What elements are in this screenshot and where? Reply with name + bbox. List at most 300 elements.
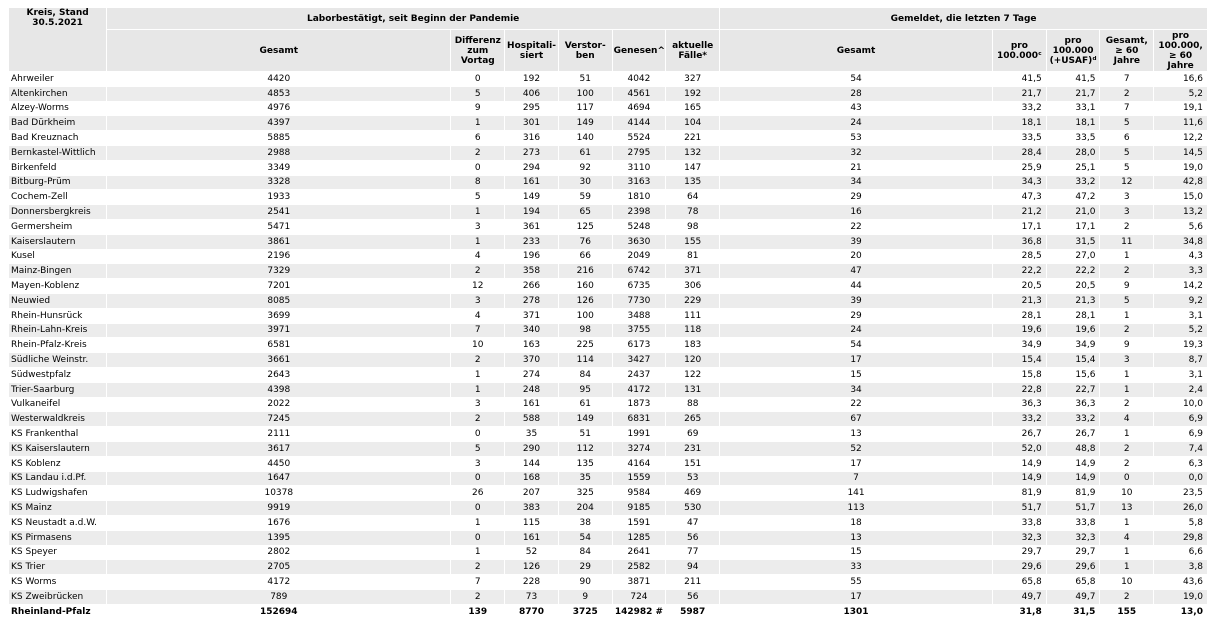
header-group-gemeldet-7-tage: Gemeldet, die letzten 7 Tage bbox=[720, 8, 1207, 29]
header-week-gesamt: Gesamt bbox=[720, 30, 992, 71]
table-row bbox=[9, 161, 1207, 175]
cell-verst: 216 bbox=[559, 264, 612, 278]
cell-diff: 2 bbox=[451, 412, 504, 426]
cell-diff: 5 bbox=[451, 190, 504, 204]
table-row bbox=[9, 116, 1207, 130]
cell-genesen: 2795 bbox=[613, 146, 666, 160]
cell-w-gesamt: 141 bbox=[720, 486, 992, 500]
cell-hosp: 290 bbox=[505, 442, 558, 456]
cell-genesen: 6173 bbox=[613, 338, 666, 352]
table-row bbox=[9, 324, 1207, 338]
cell-gesamt: 2541 bbox=[107, 205, 450, 219]
cell-w-pro-usaf: 27,0 bbox=[1047, 250, 1100, 264]
cell-w-pro-usaf: 14,9 bbox=[1047, 472, 1100, 486]
cell-w-pro60: 34,8 bbox=[1154, 235, 1207, 249]
cell-gesamt: 3617 bbox=[107, 442, 450, 456]
cell-diff: 0 bbox=[451, 72, 504, 86]
cell-w-pro: 47,3 bbox=[993, 190, 1046, 204]
cell-verst: 84 bbox=[559, 546, 612, 560]
cell-genesen: 9185 bbox=[613, 501, 666, 515]
cell-w-60: 7 bbox=[1100, 72, 1153, 86]
cell-w-gesamt: 22 bbox=[720, 398, 992, 412]
cell-w-60: 1 bbox=[1100, 516, 1153, 530]
header-group-laborbestaetigt: Laborbestätigt, seit Beginn der Pandemie bbox=[107, 8, 719, 29]
cell-w-pro-usaf: 28,1 bbox=[1047, 309, 1100, 323]
cell-genesen: 6742 bbox=[613, 264, 666, 278]
cell-aktuell: 69 bbox=[666, 427, 719, 441]
cell-gesamt: 3699 bbox=[107, 309, 450, 323]
total-w-60: 155 bbox=[1100, 605, 1153, 619]
cell-w-pro: 33,2 bbox=[993, 412, 1046, 426]
cell-diff: 0 bbox=[451, 427, 504, 441]
cell-gesamt: 1647 bbox=[107, 472, 450, 486]
cell-genesen: 4144 bbox=[613, 116, 666, 130]
cell-w-pro: 21,7 bbox=[993, 87, 1046, 101]
cell-aktuell: 56 bbox=[666, 531, 719, 545]
cell-w-60: 13 bbox=[1100, 501, 1153, 515]
cell-w-60: 3 bbox=[1100, 190, 1153, 204]
cell-aktuell: 135 bbox=[666, 176, 719, 190]
cell-genesen: 6831 bbox=[613, 412, 666, 426]
cell-gesamt: 2196 bbox=[107, 250, 450, 264]
cell-w-pro60: 3,1 bbox=[1154, 309, 1207, 323]
cell-w-gesamt: 13 bbox=[720, 427, 992, 441]
cell-w-60: 5 bbox=[1100, 161, 1153, 175]
cell-hosp: 196 bbox=[505, 250, 558, 264]
cell-w-60: 1 bbox=[1100, 560, 1153, 574]
table-row bbox=[9, 383, 1207, 397]
cell-aktuell: 78 bbox=[666, 205, 719, 219]
cell-kreis: KS Neustadt a.d.W. bbox=[9, 516, 106, 530]
cell-kreis: Südliche Weinstr. bbox=[9, 353, 106, 367]
cell-kreis: Kusel bbox=[9, 250, 106, 264]
table-row bbox=[9, 398, 1207, 412]
cell-w-gesamt: 17 bbox=[720, 590, 992, 604]
cell-w-60: 1 bbox=[1100, 250, 1153, 264]
cell-aktuell: 183 bbox=[666, 338, 719, 352]
cell-genesen: 5248 bbox=[613, 220, 666, 234]
cell-gesamt: 9919 bbox=[107, 501, 450, 515]
cell-gesamt: 4420 bbox=[107, 72, 450, 86]
cell-verst: 160 bbox=[559, 279, 612, 293]
cell-aktuell: 77 bbox=[666, 546, 719, 560]
table-row bbox=[9, 472, 1207, 486]
table-row bbox=[9, 309, 1207, 323]
cell-hosp: 233 bbox=[505, 235, 558, 249]
cell-genesen: 3427 bbox=[613, 353, 666, 367]
total-verst: 3725 bbox=[559, 605, 612, 619]
cell-gesamt: 4853 bbox=[107, 87, 450, 101]
cell-kreis: Neuwied bbox=[9, 294, 106, 308]
cell-w-pro-usaf: 21,0 bbox=[1047, 205, 1100, 219]
cell-diff: 2 bbox=[451, 146, 504, 160]
table-row bbox=[9, 427, 1207, 441]
cell-genesen: 3871 bbox=[613, 575, 666, 589]
cell-w-gesamt: 7 bbox=[720, 472, 992, 486]
cell-w-pro: 49,7 bbox=[993, 590, 1046, 604]
cell-w-pro-usaf: 41,5 bbox=[1047, 72, 1100, 86]
cell-aktuell: 47 bbox=[666, 516, 719, 530]
table-row bbox=[9, 516, 1207, 530]
cell-diff: 1 bbox=[451, 116, 504, 130]
cell-verst: 84 bbox=[559, 368, 612, 382]
cell-gesamt: 2643 bbox=[107, 368, 450, 382]
cell-genesen: 3755 bbox=[613, 324, 666, 338]
cell-w-pro60: 5,2 bbox=[1154, 87, 1207, 101]
cell-w-gesamt: 32 bbox=[720, 146, 992, 160]
table-row bbox=[9, 560, 1207, 574]
cell-w-pro-usaf: 31,5 bbox=[1047, 235, 1100, 249]
cell-kreis: Bernkastel-Wittlich bbox=[9, 146, 106, 160]
cell-gesamt: 2022 bbox=[107, 398, 450, 412]
cell-w-pro-usaf: 17,1 bbox=[1047, 220, 1100, 234]
cell-kreis: Westerwaldkreis bbox=[9, 412, 106, 426]
cell-w-pro60: 13,2 bbox=[1154, 205, 1207, 219]
cell-verst: 54 bbox=[559, 531, 612, 545]
cell-w-pro-usaf: 29,7 bbox=[1047, 546, 1100, 560]
cell-aktuell: 151 bbox=[666, 457, 719, 471]
cell-verst: 149 bbox=[559, 412, 612, 426]
cell-hosp: 406 bbox=[505, 87, 558, 101]
cell-w-gesamt: 34 bbox=[720, 176, 992, 190]
cell-w-gesamt: 67 bbox=[720, 412, 992, 426]
cell-genesen: 7730 bbox=[613, 294, 666, 308]
cell-w-60: 1 bbox=[1100, 427, 1153, 441]
cell-hosp: 278 bbox=[505, 294, 558, 308]
cell-aktuell: 53 bbox=[666, 472, 719, 486]
cell-w-gesamt: 44 bbox=[720, 279, 992, 293]
cell-genesen: 9584 bbox=[613, 486, 666, 500]
cell-genesen: 6735 bbox=[613, 279, 666, 293]
cell-genesen: 4042 bbox=[613, 72, 666, 86]
cell-w-pro60: 7,4 bbox=[1154, 442, 1207, 456]
cell-w-pro-usaf: 51,7 bbox=[1047, 501, 1100, 515]
cell-w-gesamt: 34 bbox=[720, 383, 992, 397]
cell-w-60: 10 bbox=[1100, 575, 1153, 589]
cell-genesen: 2582 bbox=[613, 560, 666, 574]
cell-w-pro: 26,7 bbox=[993, 427, 1046, 441]
header-week-pro-100000-usaf: pro 100.000 (+USAF)ᵈ bbox=[1047, 30, 1100, 71]
cell-genesen: 3630 bbox=[613, 235, 666, 249]
cell-w-pro60: 3,1 bbox=[1154, 368, 1207, 382]
cell-w-pro: 17,1 bbox=[993, 220, 1046, 234]
cell-genesen: 4561 bbox=[613, 87, 666, 101]
cell-w-gesamt: 17 bbox=[720, 353, 992, 367]
header-week-pro-100000-60: pro 100.000, ≥ 60 Jahre bbox=[1154, 30, 1207, 71]
cell-verst: 38 bbox=[559, 516, 612, 530]
cell-w-pro60: 15,0 bbox=[1154, 190, 1207, 204]
cell-kreis: Altenkirchen bbox=[9, 87, 106, 101]
cell-w-pro60: 5,8 bbox=[1154, 516, 1207, 530]
cell-aktuell: 155 bbox=[666, 235, 719, 249]
cell-w-gesamt: 33 bbox=[720, 560, 992, 574]
cell-w-pro-usaf: 22,2 bbox=[1047, 264, 1100, 278]
cell-w-gesamt: 16 bbox=[720, 205, 992, 219]
cell-diff: 7 bbox=[451, 324, 504, 338]
cell-w-pro60: 5,2 bbox=[1154, 324, 1207, 338]
cell-w-pro60: 14,5 bbox=[1154, 146, 1207, 160]
table-row bbox=[9, 250, 1207, 264]
cell-hosp: 301 bbox=[505, 116, 558, 130]
cell-diff: 6 bbox=[451, 131, 504, 145]
total-w-gesamt: 1301 bbox=[720, 605, 992, 619]
cell-w-pro60: 19,3 bbox=[1154, 338, 1207, 352]
cell-verst: 135 bbox=[559, 457, 612, 471]
cell-w-60: 1 bbox=[1100, 546, 1153, 560]
header-kreis-stand bbox=[9, 8, 106, 71]
cell-w-pro: 28,1 bbox=[993, 309, 1046, 323]
cell-hosp: 115 bbox=[505, 516, 558, 530]
cell-w-pro-usaf: 48,8 bbox=[1047, 442, 1100, 456]
cell-diff: 0 bbox=[451, 501, 504, 515]
cell-hosp: 273 bbox=[505, 146, 558, 160]
cell-w-60: 2 bbox=[1100, 264, 1153, 278]
cell-hosp: 163 bbox=[505, 338, 558, 352]
cell-genesen: 3488 bbox=[613, 309, 666, 323]
cell-kreis: Cochem-Zell bbox=[9, 190, 106, 204]
cell-w-pro: 15,4 bbox=[993, 353, 1046, 367]
covid-district-table bbox=[8, 7, 1208, 619]
cell-gesamt: 5471 bbox=[107, 220, 450, 234]
cell-w-pro60: 26,0 bbox=[1154, 501, 1207, 515]
table-row bbox=[9, 264, 1207, 278]
cell-verst: 65 bbox=[559, 205, 612, 219]
cell-w-pro: 65,8 bbox=[993, 575, 1046, 589]
cell-diff: 1 bbox=[451, 205, 504, 219]
cell-w-pro: 25,9 bbox=[993, 161, 1046, 175]
cell-gesamt: 4976 bbox=[107, 102, 450, 116]
cell-w-pro-usaf: 19,6 bbox=[1047, 324, 1100, 338]
cell-verst: 140 bbox=[559, 131, 612, 145]
table-row bbox=[9, 190, 1207, 204]
cell-w-pro-usaf: 81,9 bbox=[1047, 486, 1100, 500]
cell-genesen: 3274 bbox=[613, 442, 666, 456]
cell-w-pro60: 16,6 bbox=[1154, 72, 1207, 86]
cell-gesamt: 7245 bbox=[107, 412, 450, 426]
cell-w-60: 2 bbox=[1100, 87, 1153, 101]
cell-aktuell: 147 bbox=[666, 161, 719, 175]
cell-aktuell: 192 bbox=[666, 87, 719, 101]
cell-w-pro: 14,9 bbox=[993, 457, 1046, 471]
cell-diff: 0 bbox=[451, 472, 504, 486]
cell-diff: 12 bbox=[451, 279, 504, 293]
table-row bbox=[9, 368, 1207, 382]
header-kreis-line2: 30.5.2021 bbox=[32, 18, 83, 28]
table-row bbox=[9, 131, 1207, 145]
cell-diff: 2 bbox=[451, 590, 504, 604]
cell-verst: 61 bbox=[559, 398, 612, 412]
cell-kreis: KS Mainz bbox=[9, 501, 106, 515]
cell-verst: 114 bbox=[559, 353, 612, 367]
cell-w-pro60: 42,8 bbox=[1154, 176, 1207, 190]
table-row bbox=[9, 442, 1207, 456]
cell-hosp: 52 bbox=[505, 546, 558, 560]
cell-verst: 30 bbox=[559, 176, 612, 190]
cell-genesen: 4172 bbox=[613, 383, 666, 397]
cell-w-pro: 20,5 bbox=[993, 279, 1046, 293]
cell-w-pro60: 0,0 bbox=[1154, 472, 1207, 486]
cell-verst: 61 bbox=[559, 146, 612, 160]
cell-verst: 66 bbox=[559, 250, 612, 264]
cell-w-pro60: 12,2 bbox=[1154, 131, 1207, 145]
cell-kreis: Trier-Saarburg bbox=[9, 383, 106, 397]
cell-w-pro: 28,4 bbox=[993, 146, 1046, 160]
cell-w-pro-usaf: 36,3 bbox=[1047, 398, 1100, 412]
cell-kreis: Birkenfeld bbox=[9, 161, 106, 175]
cell-genesen: 3110 bbox=[613, 161, 666, 175]
cell-w-60: 4 bbox=[1100, 412, 1153, 426]
cell-w-pro-usaf: 28,0 bbox=[1047, 146, 1100, 160]
cell-diff: 4 bbox=[451, 309, 504, 323]
cell-w-60: 2 bbox=[1100, 324, 1153, 338]
table-row bbox=[9, 412, 1207, 426]
table-row bbox=[9, 338, 1207, 352]
cell-w-pro60: 10,0 bbox=[1154, 398, 1207, 412]
cell-aktuell: 98 bbox=[666, 220, 719, 234]
header-week-gesamt-60: Gesamt, ≥ 60 Jahre bbox=[1100, 30, 1153, 71]
cell-gesamt: 1933 bbox=[107, 190, 450, 204]
header-gesamt: Gesamt bbox=[107, 30, 450, 71]
header-genesen: Genesen^ bbox=[613, 30, 666, 71]
cell-diff: 9 bbox=[451, 102, 504, 116]
cell-w-pro60: 5,6 bbox=[1154, 220, 1207, 234]
cell-verst: 35 bbox=[559, 472, 612, 486]
total-w-pro-usaf: 31,5 bbox=[1047, 605, 1100, 619]
table-row bbox=[9, 102, 1207, 116]
cell-kreis: Donnersbergkreis bbox=[9, 205, 106, 219]
cell-genesen: 1873 bbox=[613, 398, 666, 412]
cell-kreis: Alzey-Worms bbox=[9, 102, 106, 116]
cell-w-pro: 29,6 bbox=[993, 560, 1046, 574]
cell-w-gesamt: 21 bbox=[720, 161, 992, 175]
cell-genesen: 5524 bbox=[613, 131, 666, 145]
cell-gesamt: 2802 bbox=[107, 546, 450, 560]
cell-w-gesamt: 22 bbox=[720, 220, 992, 234]
cell-w-pro: 33,5 bbox=[993, 131, 1046, 145]
cell-verst: 100 bbox=[559, 87, 612, 101]
cell-w-pro: 29,7 bbox=[993, 546, 1046, 560]
cell-w-60: 2 bbox=[1100, 398, 1153, 412]
cell-aktuell: 64 bbox=[666, 190, 719, 204]
cell-w-gesamt: 47 bbox=[720, 264, 992, 278]
cell-gesamt: 8085 bbox=[107, 294, 450, 308]
cell-w-pro: 32,3 bbox=[993, 531, 1046, 545]
cell-verst: 76 bbox=[559, 235, 612, 249]
cell-w-pro60: 3,3 bbox=[1154, 264, 1207, 278]
cell-w-gesamt: 24 bbox=[720, 324, 992, 338]
cell-hosp: 144 bbox=[505, 457, 558, 471]
cell-diff: 5 bbox=[451, 442, 504, 456]
cell-aktuell: 104 bbox=[666, 116, 719, 130]
header-hospitalisiert: Hospitali- siert bbox=[505, 30, 558, 71]
cell-aktuell: 111 bbox=[666, 309, 719, 323]
cell-aktuell: 88 bbox=[666, 398, 719, 412]
cell-gesamt: 4450 bbox=[107, 457, 450, 471]
cell-aktuell: 327 bbox=[666, 72, 719, 86]
cell-hosp: 266 bbox=[505, 279, 558, 293]
cell-w-pro: 14,9 bbox=[993, 472, 1046, 486]
cell-verst: 90 bbox=[559, 575, 612, 589]
cell-w-gesamt: 52 bbox=[720, 442, 992, 456]
cell-hosp: 295 bbox=[505, 102, 558, 116]
cell-w-60: 9 bbox=[1100, 338, 1153, 352]
cell-diff: 7 bbox=[451, 575, 504, 589]
cell-verst: 117 bbox=[559, 102, 612, 116]
cell-kreis: KS Landau i.d.Pf. bbox=[9, 472, 106, 486]
cell-diff: 1 bbox=[451, 383, 504, 397]
cell-hosp: 358 bbox=[505, 264, 558, 278]
cell-gesamt: 7329 bbox=[107, 264, 450, 278]
cell-w-pro60: 6,3 bbox=[1154, 457, 1207, 471]
table-row bbox=[9, 235, 1207, 249]
cell-diff: 10 bbox=[451, 338, 504, 352]
cell-aktuell: 221 bbox=[666, 131, 719, 145]
cell-verst: 59 bbox=[559, 190, 612, 204]
table-row bbox=[9, 146, 1207, 160]
cell-gesamt: 5885 bbox=[107, 131, 450, 145]
cell-w-pro: 28,5 bbox=[993, 250, 1046, 264]
cell-w-pro60: 29,8 bbox=[1154, 531, 1207, 545]
cell-gesamt: 2988 bbox=[107, 146, 450, 160]
cell-genesen: 3163 bbox=[613, 176, 666, 190]
total-gesamt: 152694 bbox=[107, 605, 450, 619]
cell-w-60: 1 bbox=[1100, 368, 1153, 382]
cell-aktuell: 131 bbox=[666, 383, 719, 397]
cell-verst: 126 bbox=[559, 294, 612, 308]
cell-w-pro60: 3,8 bbox=[1154, 560, 1207, 574]
cell-w-60: 2 bbox=[1100, 220, 1153, 234]
cell-genesen: 724 bbox=[613, 590, 666, 604]
cell-w-pro: 36,8 bbox=[993, 235, 1046, 249]
cell-w-pro60: 43,6 bbox=[1154, 575, 1207, 589]
cell-aktuell: 165 bbox=[666, 102, 719, 116]
table-row bbox=[9, 531, 1207, 545]
cell-kreis: Vulkaneifel bbox=[9, 398, 106, 412]
total-diff: 139 bbox=[451, 605, 504, 619]
cell-w-pro: 18,1 bbox=[993, 116, 1046, 130]
cell-w-60: 9 bbox=[1100, 279, 1153, 293]
cell-w-pro-usaf: 20,5 bbox=[1047, 279, 1100, 293]
cell-w-pro-usaf: 21,3 bbox=[1047, 294, 1100, 308]
cell-w-pro-usaf: 33,2 bbox=[1047, 176, 1100, 190]
header-week-pro-100000: pro 100.000ᶜ bbox=[993, 30, 1046, 71]
cell-diff: 2 bbox=[451, 353, 504, 367]
cell-w-60: 11 bbox=[1100, 235, 1153, 249]
cell-verst: 51 bbox=[559, 72, 612, 86]
cell-genesen: 2398 bbox=[613, 205, 666, 219]
total-genesen: 142982 # bbox=[613, 605, 666, 619]
cell-aktuell: 94 bbox=[666, 560, 719, 574]
cell-verst: 9 bbox=[559, 590, 612, 604]
cell-verst: 225 bbox=[559, 338, 612, 352]
cell-kreis: Südwestpfalz bbox=[9, 368, 106, 382]
cell-w-pro-usaf: 49,7 bbox=[1047, 590, 1100, 604]
cell-w-gesamt: 15 bbox=[720, 368, 992, 382]
cell-w-pro-usaf: 33,8 bbox=[1047, 516, 1100, 530]
cell-w-pro-usaf: 21,7 bbox=[1047, 87, 1100, 101]
cell-w-pro-usaf: 32,3 bbox=[1047, 531, 1100, 545]
cell-diff: 3 bbox=[451, 457, 504, 471]
cell-genesen: 2049 bbox=[613, 250, 666, 264]
cell-w-pro-usaf: 22,7 bbox=[1047, 383, 1100, 397]
cell-w-pro60: 6,9 bbox=[1154, 427, 1207, 441]
cell-w-60: 7 bbox=[1100, 102, 1153, 116]
table-row bbox=[9, 176, 1207, 190]
cell-kreis: Mayen-Koblenz bbox=[9, 279, 106, 293]
cell-gesamt: 1676 bbox=[107, 516, 450, 530]
cell-w-pro60: 19,0 bbox=[1154, 590, 1207, 604]
cell-w-pro-usaf: 26,7 bbox=[1047, 427, 1100, 441]
